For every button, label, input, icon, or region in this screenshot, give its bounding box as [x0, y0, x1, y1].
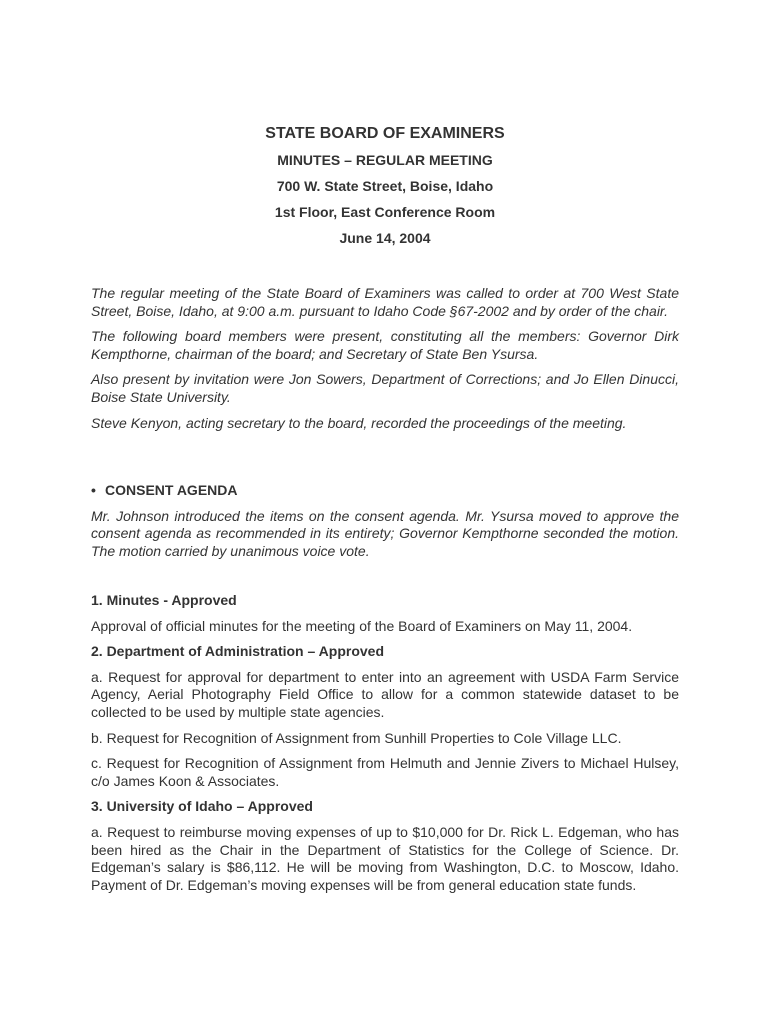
intro-paragraph-secretary: Steve Kenyon, acting secretary to the board, recorded the proceedings of the meeting.	[91, 414, 627, 431]
administration-heading: 2. Department of Administration – Approved	[91, 643, 384, 660]
intro-paragraph-call-to-order: The regular meeting of the State Board of Examiners was called to order at 700 West State Street, Boise, Idaho, at 9:00 a.m. pursuant to Idaho Code §67-2002 and by order of the chair.	[91, 285, 679, 319]
minutes-text: Approval of official minutes for the meeting of the Board of Examiners on May 11, 2004.	[91, 617, 633, 634]
intro-paragraph-members-present: The following board members were present, constituting all the members: Governor Dirk Kempthorne, chairman of the board; and Secretary of State Ben Ysursa.	[91, 328, 679, 362]
meeting-address: 700 W. State Street, Boise, Idaho	[276, 178, 494, 194]
intro-paragraph-invited-guests: Also present by invitation were Jon Sowers, Department of Corrections; and Jo Ellen Dinucci, Boise State University.	[91, 371, 679, 405]
administration-item-b: b. Request for Recognition of Assignment from Sunhill Properties to Cole Village LLC.	[91, 729, 622, 746]
consent-agenda-section	[91, 482, 679, 568]
administration-item-c: c. Request for Recognition of Assignment from Helmuth and Jennie Zivers to Michael Hulsey, c/o James Koon & Associates.	[91, 755, 679, 789]
university-of-idaho-heading: 3. University of Idaho – Approved	[91, 798, 313, 815]
bullet-icon: •	[91, 482, 96, 498]
document-header	[0, 124, 770, 254]
intro-section	[91, 285, 679, 440]
document-title: STATE BOARD OF EXAMINERS	[265, 125, 505, 142]
university-of-idaho-item-a: a. Request to reimburse moving expenses of up to $10,000 for Dr. Rick L. Edgeman, who has been hired as the Chair in the Department of Statistics for the College of Science. Dr. Edgeman’s salary is $86,112. He will be moving from Washington, D.C. to Moscow, Idaho. Payment of Dr. Edgeman’s moving expenses will be from general education state funds.	[91, 823, 679, 893]
minutes-heading: 1. Minutes - Approved	[91, 592, 237, 608]
consent-agenda-text: Mr. Johnson introduced the items on the consent agenda. Mr. Ysursa moved to approve the consent agenda as recommended in its entirety; Governor Kempthorne seconded the motion. The motion carried by unanimous voice vote.	[91, 507, 679, 559]
document-subtitle: MINUTES – REGULAR MEETING	[277, 152, 493, 168]
meeting-room: 1st Floor, East Conference Room	[274, 204, 496, 220]
meeting-date: June 14, 2004	[339, 230, 431, 246]
consent-agenda-heading	[91, 482, 679, 500]
administration-item-a: a. Request for approval for department to enter into an agreement with USDA Farm Service Agency, Aerial Photography Field Office to allow for a common statewide dataset to be collected to be used by multiple state agencies.	[91, 668, 679, 720]
consent-agenda-heading-text: CONSENT AGENDA	[105, 482, 238, 498]
agenda-items-section	[91, 592, 679, 902]
